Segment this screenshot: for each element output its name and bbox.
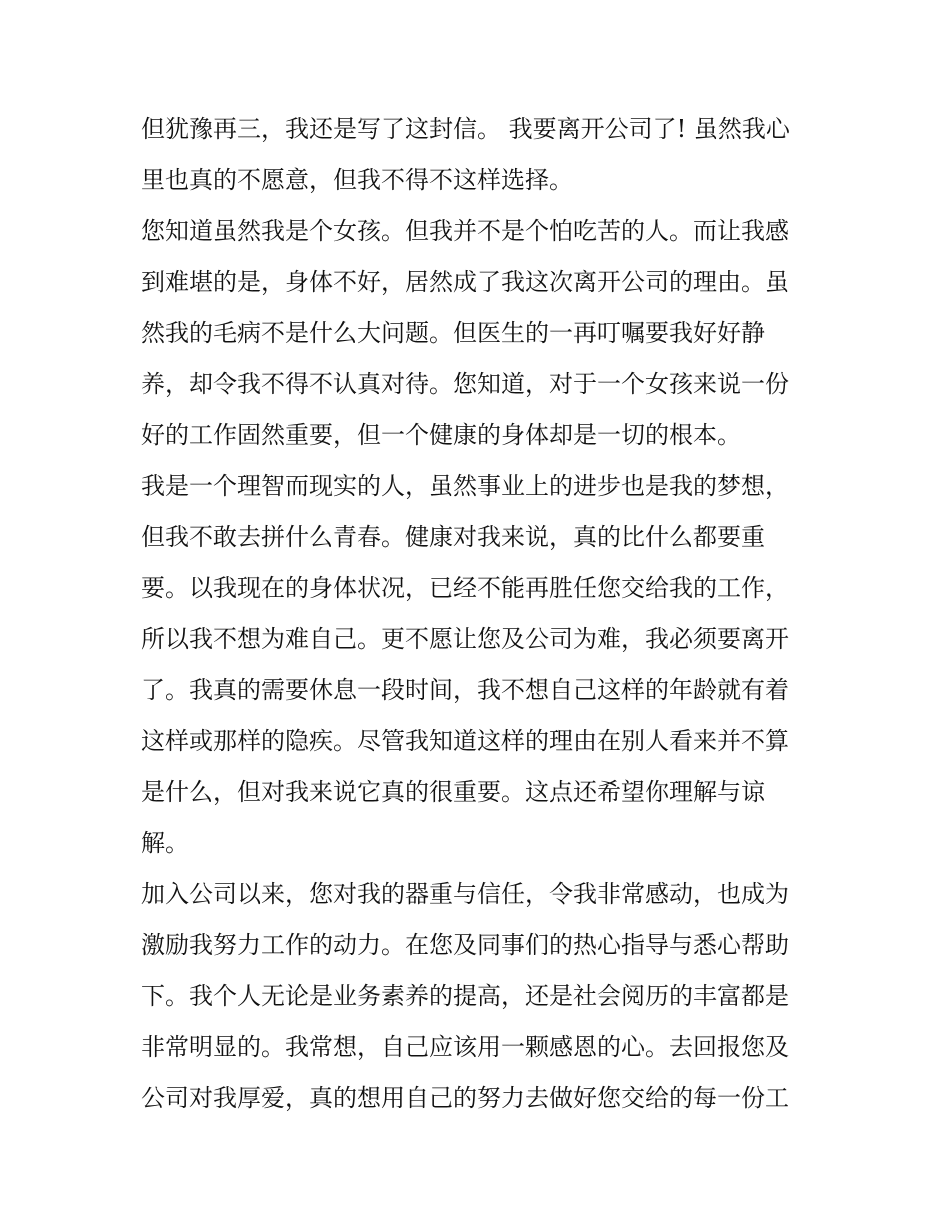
text-line: 但犹豫再三，我还是写了这封信。 我要离开公司了! 虽然我心: [141, 115, 790, 143]
text-line: 非常明显的。我常想，自己应该用一颗感恩的心。去回报您及: [141, 1033, 789, 1061]
text-line: 这样或那样的隐疾。尽管我知道这样的理由在别人看来并不算: [141, 727, 789, 755]
text-line: 养，却令我不得不认真对待。您知道，对于一个女孩来说一份: [141, 370, 789, 398]
letter-body: [141, 104, 821, 1124]
text-line: 激励我努力工作的动力。在您及同事们的热心指导与悉心帮助: [141, 931, 789, 959]
text-line: 公司对我厚爱，真的想用自己的努力去做好您交给的每一份工: [141, 1084, 789, 1112]
text-line: 到难堪的是，身体不好，居然成了我这次离开公司的理由。虽: [141, 268, 789, 296]
text-line: 下。我个人无论是业务素养的提高，还是社会阅历的丰富都是: [141, 982, 789, 1010]
text-line: 了。我真的需要休息一段时间，我不想自己这样的年龄就有着: [141, 676, 789, 704]
text-line: 然我的毛病不是什么大问题。但医生的一再叮嘱要我好好静: [141, 319, 765, 347]
text-line: 要。以我现在的身体状况，已经不能再胜任您交给我的工作，: [141, 574, 789, 602]
text-line: 您知道虽然我是个女孩。但我并不是个怕吃苦的人。而让我感: [141, 217, 789, 245]
text-line: 是什么，但对我来说它真的很重要。这点还希望你理解与谅: [141, 778, 765, 806]
text-line: 好的工作固然重要，但一个健康的身体却是一切的根本。: [141, 421, 741, 449]
text-line: 里也真的不愿意，但我不得不这样选择。: [141, 166, 573, 194]
text-line: 所以我不想为难自己。更不愿让您及公司为难，我必须要离开: [141, 625, 789, 653]
text-line: 我是一个理智而现实的人，虽然事业上的进步也是我的梦想，: [141, 472, 789, 500]
text-line: 加入公司以来，您对我的器重与信任，令我非常感动，也成为: [141, 880, 789, 908]
text-line: 解。: [141, 829, 189, 857]
text-line: 但我不敢去拼什么青春。健康对我来说，真的比什么都要重: [141, 523, 765, 551]
